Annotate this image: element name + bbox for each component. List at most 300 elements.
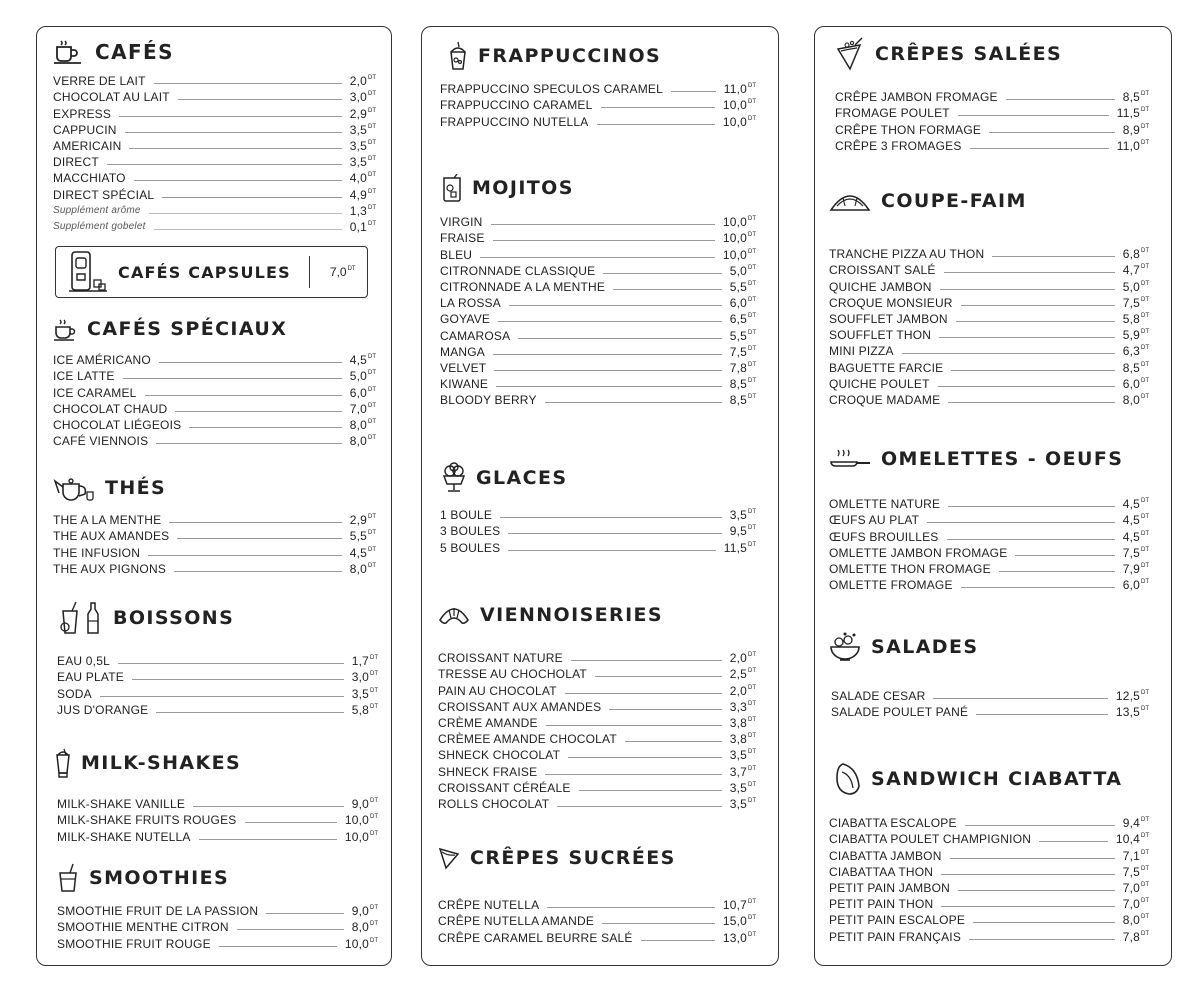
menu-item bbox=[829, 527, 1149, 543]
leader-line bbox=[597, 124, 715, 125]
menu-item-name: SMOOTHIE MENTHE CITRON bbox=[57, 920, 229, 935]
menu-item-price: $7,8^{DT}$ bbox=[1122, 929, 1149, 944]
section-title-sandwich: SANDWICH CIABATTA bbox=[835, 762, 1122, 796]
capsules-title: CAFÉS CAPSULES bbox=[118, 262, 291, 282]
menu-item-price: $7,9^{DT}$ bbox=[1122, 561, 1149, 576]
menu-item-price: $3,8^{DT}$ bbox=[729, 715, 756, 730]
section-title-crepes-sucrees: CRÊPES SUCRÉES bbox=[438, 846, 676, 870]
leader-line bbox=[958, 115, 1109, 116]
leader-line bbox=[601, 107, 715, 108]
glaces-items bbox=[440, 506, 756, 555]
menu-item bbox=[53, 72, 376, 88]
currency-label: DT bbox=[368, 107, 376, 114]
menu-item-name: SMOOTHIE FRUIT DE LA PASSION bbox=[57, 904, 259, 919]
leader-line bbox=[933, 698, 1107, 699]
menu-item bbox=[440, 310, 756, 326]
menu-item-price: $5,9^{DT}$ bbox=[1122, 328, 1149, 343]
menu-item-name: FRAPPUCCINO CARAMEL bbox=[440, 98, 593, 113]
menu-item-name: SODA bbox=[57, 686, 92, 701]
menu-item-price: $10,0^{DT}$ bbox=[344, 829, 378, 844]
menu-item-price: $10,0^{DT}$ bbox=[722, 114, 756, 129]
menu-item-name: EXPRESS bbox=[53, 106, 112, 121]
leader-line bbox=[123, 378, 342, 379]
menu-item-price: $8,5^{DT}$ bbox=[1122, 360, 1149, 375]
menu-item bbox=[835, 137, 1149, 153]
leader-line bbox=[1039, 841, 1108, 842]
currency-label: DT bbox=[748, 716, 756, 723]
menu-item-name: VERRE DE LAIT bbox=[53, 74, 146, 89]
leader-line bbox=[493, 240, 715, 241]
menu-item-name: VIRGIN bbox=[440, 215, 483, 230]
currency-label: DT bbox=[1141, 562, 1149, 569]
menu-item-name: FRAPPUCCINO NUTELLA bbox=[440, 114, 589, 129]
currency-label: DT bbox=[368, 435, 376, 442]
currency-label: DT bbox=[370, 937, 378, 944]
menu-item-price: $8,0^{DT}$ bbox=[1122, 392, 1149, 407]
currency-label: DT bbox=[1141, 898, 1149, 905]
mojito-glass-icon bbox=[442, 174, 462, 202]
currency-label: DT bbox=[370, 905, 378, 912]
menu-item bbox=[438, 649, 756, 665]
menu-item bbox=[57, 701, 378, 717]
currency-label: DT bbox=[368, 139, 376, 146]
leader-line bbox=[119, 116, 342, 117]
menu-item bbox=[440, 245, 756, 261]
menu-item-name: EAU 0,5L bbox=[57, 654, 110, 669]
menu-item-name: CRÊPE NUTELLA bbox=[438, 898, 540, 913]
menu-item bbox=[829, 326, 1149, 342]
menu-item-name: CIABATTAA THON bbox=[829, 864, 934, 879]
menu-item-price: $3,5^{DT}$ bbox=[349, 155, 376, 170]
menu-item-name: CIABATTA JAMBON bbox=[829, 848, 942, 863]
section-title-smoothies: SMOOTHIES bbox=[57, 863, 229, 893]
menu-item-price: $6,0^{DT}$ bbox=[729, 296, 756, 311]
menu-item-name: SMOOTHIE FRUIT ROUGE bbox=[57, 936, 211, 951]
menu-item-price: $3,5^{DT}$ bbox=[349, 138, 376, 153]
menu-item-price: $5,5^{DT}$ bbox=[729, 279, 756, 294]
menu-item-name: CROISSANT NATURE bbox=[438, 651, 563, 666]
leader-line bbox=[189, 427, 341, 428]
menu-item-name: BAGUETTE FARCIE bbox=[829, 360, 944, 375]
menu-item bbox=[440, 262, 756, 278]
menu-item-name: CAFÉ VIENNOIS bbox=[53, 434, 149, 449]
menu-item-price: $2,0^{DT}$ bbox=[349, 74, 376, 89]
currency-label: DT bbox=[1141, 345, 1149, 352]
mojitos-items bbox=[440, 213, 756, 407]
currency-label: DT bbox=[1141, 312, 1149, 319]
menu-item-price: $3,5^{DT}$ bbox=[349, 122, 376, 137]
menu-item-price: $8,0^{DT}$ bbox=[349, 417, 376, 432]
omelettes-items bbox=[829, 495, 1149, 592]
section-title-boissons: BOISSONS bbox=[59, 601, 234, 635]
teapot-icon bbox=[53, 474, 95, 502]
menu-item-price: $13,0^{DT}$ bbox=[722, 930, 756, 945]
leader-line bbox=[494, 370, 721, 371]
currency-label: DT bbox=[368, 123, 376, 130]
leader-line bbox=[941, 906, 1114, 907]
menu-item-name: ICE LATTE bbox=[53, 369, 115, 384]
menu-item bbox=[831, 687, 1149, 703]
leader-line bbox=[956, 321, 1115, 322]
menu-item bbox=[438, 746, 756, 762]
menu-item bbox=[440, 229, 756, 245]
currency-label: DT bbox=[1141, 280, 1149, 287]
leader-line bbox=[118, 663, 344, 664]
section-title-glaces: GLACES bbox=[442, 462, 567, 494]
menu-item-price: $3,5^{DT}$ bbox=[729, 796, 756, 811]
menu-item-name: CIABATTA POULET CHAMPIGNION bbox=[829, 832, 1032, 847]
menu-item-price: $11,0^{DT}$ bbox=[1116, 138, 1149, 153]
leader-line bbox=[175, 411, 341, 412]
menu-item-name: CHOCOLAT LIÉGEOIS bbox=[53, 417, 182, 432]
menu-item-name: 1 BOULE bbox=[440, 508, 493, 523]
currency-label: DT bbox=[368, 75, 376, 82]
section-title-cafes-speciaux: CAFÉS SPÉCIAUX bbox=[53, 317, 287, 341]
menu-item-price: $4,5^{DT}$ bbox=[349, 545, 376, 560]
leader-line bbox=[940, 289, 1115, 290]
currency-label: DT bbox=[748, 931, 756, 938]
currency-label: DT bbox=[368, 514, 376, 521]
menu-item bbox=[831, 703, 1149, 719]
menu-item-name: MANGA bbox=[440, 344, 486, 359]
frappuccino-icon bbox=[448, 41, 468, 71]
menu-item-name: DIRECT SPÉCIAL bbox=[53, 187, 155, 202]
leader-line bbox=[508, 550, 715, 551]
currency-label: DT bbox=[370, 814, 378, 821]
menu-item bbox=[829, 927, 1149, 943]
menu-item bbox=[53, 351, 376, 367]
menu-item-name: PETIT PAIN ESCALOPE bbox=[829, 913, 966, 928]
menu-item bbox=[829, 294, 1149, 310]
currency-label: DT bbox=[748, 733, 756, 740]
currency-label: DT bbox=[748, 652, 756, 659]
menu-item bbox=[829, 830, 1149, 846]
menu-item-price: $13,5^{DT}$ bbox=[1115, 705, 1149, 720]
leader-line bbox=[546, 725, 722, 726]
currency-label: DT bbox=[748, 899, 756, 906]
menu-item bbox=[440, 278, 756, 294]
leader-line bbox=[219, 946, 337, 947]
savory-crepe-icon bbox=[835, 37, 865, 71]
menu-item-name: DIRECT bbox=[53, 155, 99, 170]
menu-item bbox=[835, 104, 1149, 120]
thes-items bbox=[53, 511, 376, 576]
coupe-faim-items bbox=[829, 245, 1149, 407]
section-title-cafes: CAFÉS bbox=[53, 39, 174, 65]
currency-label: DT bbox=[748, 313, 756, 320]
currency-label: DT bbox=[370, 798, 378, 805]
currency-label: DT bbox=[1141, 579, 1149, 586]
currency-label: DT bbox=[1141, 139, 1149, 146]
menu-item-price: $3,5^{DT}$ bbox=[729, 508, 756, 523]
menu-item-price: $4,9^{DT}$ bbox=[349, 187, 376, 202]
currency-label: DT bbox=[368, 156, 376, 163]
menu-item-name: CROISSANT AUX AMANDES bbox=[438, 699, 602, 714]
currency-label: DT bbox=[1141, 833, 1149, 840]
menu-item-name: AMERICAIN bbox=[53, 138, 122, 153]
menu-item-price: $9,0^{DT}$ bbox=[351, 797, 378, 812]
menu-item bbox=[53, 104, 376, 120]
menu-item bbox=[53, 400, 376, 416]
menu-item-price: $4,5^{DT}$ bbox=[1122, 529, 1149, 544]
menu-item-name: OMLETTE NATURE bbox=[829, 497, 941, 512]
menu-item bbox=[53, 88, 376, 104]
menu-item-name: SHNECK CHOCOLAT bbox=[438, 748, 561, 763]
menu-item bbox=[53, 511, 376, 527]
menu-item-price: $10,0^{DT}$ bbox=[722, 98, 756, 113]
currency-label: DT bbox=[748, 83, 756, 90]
leader-line bbox=[927, 522, 1115, 523]
leader-line bbox=[902, 353, 1115, 354]
menu-item-price: $1,7^{DT}$ bbox=[351, 654, 378, 669]
leader-line bbox=[237, 929, 344, 930]
hot-cup-icon bbox=[53, 317, 77, 341]
currency-label: DT bbox=[368, 354, 376, 361]
menu-item bbox=[438, 795, 756, 811]
currency-label: DT bbox=[748, 700, 756, 707]
menu-item-name: FRAISE bbox=[440, 231, 485, 246]
currency-label: DT bbox=[1141, 248, 1149, 255]
menu-item bbox=[440, 391, 756, 407]
section-title-thes: THÉS bbox=[53, 474, 166, 502]
currency-label: DT bbox=[368, 220, 376, 227]
sandwich-icon bbox=[835, 762, 861, 796]
currency-label: DT bbox=[368, 386, 376, 393]
currency-label: DT bbox=[748, 781, 756, 788]
section-title-mojitos: MOJITOS bbox=[442, 174, 574, 202]
currency-label: DT bbox=[368, 562, 376, 569]
currency-label: DT bbox=[748, 280, 756, 287]
menu-item-price: $4,0^{DT}$ bbox=[349, 171, 376, 186]
menu-item bbox=[440, 96, 756, 112]
menu-item-name: CRÊPE THON FORMAGE bbox=[835, 122, 982, 137]
menu-item-price: $2,0^{DT}$ bbox=[729, 683, 756, 698]
menu-item-name: FRAPPUCCINO SPECULOS CARAMEL bbox=[440, 82, 663, 97]
currency-label: DT bbox=[748, 684, 756, 691]
menu-item-name: SOUFFLET THON bbox=[829, 328, 932, 343]
leader-line bbox=[156, 712, 343, 713]
menu-item bbox=[53, 137, 376, 153]
croissant-icon bbox=[438, 604, 470, 626]
currency-label: DT bbox=[748, 915, 756, 922]
leader-line bbox=[545, 774, 721, 775]
menu-item-name: PETIT PAIN THON bbox=[829, 897, 934, 912]
currency-label: DT bbox=[1141, 361, 1149, 368]
menu-item-price: $8,9^{DT}$ bbox=[1122, 122, 1149, 137]
currency-label: DT bbox=[1141, 296, 1149, 303]
menu-item bbox=[829, 310, 1149, 326]
menu-item-name: CHOCOLAT AU LAIT bbox=[53, 90, 170, 105]
salades-items bbox=[831, 687, 1149, 719]
menu-item-price: $7,0^{DT}$ bbox=[1122, 880, 1149, 895]
menu-item-name: TRANCHE PIZZA AU THON bbox=[829, 247, 985, 262]
menu-item-name: MILK-SHAKE FRUITS ROUGES bbox=[57, 813, 237, 828]
menu-item bbox=[438, 779, 756, 795]
menu-item-price: $2,9^{DT}$ bbox=[349, 513, 376, 528]
menu-item-price: $2,9^{DT}$ bbox=[349, 106, 376, 121]
menu-item-name: THE AUX PIGNONS bbox=[53, 561, 167, 576]
menu-item-price: $10,0^{DT}$ bbox=[722, 215, 756, 230]
menu-item-name: EAU PLATE bbox=[57, 670, 124, 685]
currency-label: DT bbox=[1141, 107, 1149, 114]
leader-line bbox=[557, 806, 721, 807]
leader-line bbox=[1015, 555, 1114, 556]
leader-line bbox=[939, 337, 1115, 338]
menu-item bbox=[53, 527, 376, 543]
menu-item bbox=[440, 112, 756, 128]
menu-item-name: CROQUE MONSIEUR bbox=[829, 295, 953, 310]
section-title-crepes-salees: CRÊPES SALÉES bbox=[835, 37, 1062, 71]
currency-label: DT bbox=[1141, 498, 1149, 505]
leader-line bbox=[493, 354, 722, 355]
menu-item bbox=[57, 668, 378, 684]
leader-line bbox=[129, 148, 341, 149]
crepe-icon bbox=[438, 846, 460, 870]
menu-item-name: CRÈME AMANDE bbox=[438, 715, 538, 730]
currency-label: DT bbox=[370, 655, 378, 662]
menu-item-price: $4,5^{DT}$ bbox=[1122, 497, 1149, 512]
leader-line bbox=[266, 913, 344, 914]
menu-item bbox=[829, 879, 1149, 895]
menu-item-price: $5,8^{DT}$ bbox=[1122, 311, 1149, 326]
menu-item-name: CITRONNADE CLASSIQUE bbox=[440, 263, 596, 278]
menu-item-name: VELVET bbox=[440, 360, 487, 375]
menu-item bbox=[829, 560, 1149, 576]
menu-item-name: THE A LA MENTHE bbox=[53, 513, 162, 528]
menu-column-middle bbox=[421, 26, 779, 966]
leader-line bbox=[134, 180, 342, 181]
currency-label: DT bbox=[368, 172, 376, 179]
crepes-salees-items bbox=[835, 88, 1149, 153]
leader-line bbox=[193, 806, 344, 807]
currency-label: DT bbox=[748, 797, 756, 804]
menu-item-name: BLOODY BERRY bbox=[440, 393, 537, 408]
currency-label: DT bbox=[368, 204, 376, 211]
leader-line bbox=[149, 213, 342, 214]
menu-item-name: CAPPUCIN bbox=[53, 122, 117, 137]
currency-label: DT bbox=[748, 668, 756, 675]
leader-line bbox=[965, 825, 1115, 826]
menu-item-price: $6,3^{DT}$ bbox=[1122, 344, 1149, 359]
menu-item bbox=[57, 902, 378, 918]
leader-line bbox=[641, 940, 715, 941]
menu-item-name: CRÊPE 3 FROMAGES bbox=[835, 138, 962, 153]
section-title-frappuccinos: FRAPPUCCINOS bbox=[448, 41, 661, 71]
menu-item bbox=[438, 896, 756, 912]
menu-item bbox=[57, 684, 378, 700]
menu-item bbox=[53, 432, 376, 448]
menu-item-name: SALADE CESAR bbox=[831, 689, 926, 704]
leader-line bbox=[154, 229, 342, 230]
menu-item-name: FROMAGE POULET bbox=[835, 106, 950, 121]
leader-line bbox=[613, 289, 722, 290]
smoothies-items bbox=[57, 902, 378, 951]
frappuccinos-items bbox=[440, 80, 756, 129]
leader-line bbox=[961, 587, 1115, 588]
menu-item bbox=[440, 522, 756, 538]
menu-item-name: CRÊPE JAMBON FROMAGE bbox=[835, 90, 998, 105]
menu-item-name: CITRONNADE A LA MENTHE bbox=[440, 279, 606, 294]
cafes-items bbox=[53, 72, 376, 234]
menu-item-price: $7,5^{DT}$ bbox=[1122, 295, 1149, 310]
menu-item-name: MILK-SHAKE VANILLE bbox=[57, 797, 186, 812]
menu-item bbox=[53, 560, 376, 576]
menu-item-name: MINI PIZZA bbox=[829, 344, 894, 359]
menu-column-left bbox=[36, 26, 392, 966]
menu-item bbox=[829, 895, 1149, 911]
menu-item-price: $7,5^{DT}$ bbox=[1122, 864, 1149, 879]
menu-item bbox=[835, 88, 1149, 104]
leader-line bbox=[107, 164, 342, 165]
menu-item-name: ROLLS CHOCOLAT bbox=[438, 796, 550, 811]
menu-item bbox=[829, 358, 1149, 374]
menu-item-name: SALADE POULET PANÉ bbox=[831, 705, 969, 720]
menu-item-name: ICE CARAMEL bbox=[53, 385, 137, 400]
menu-item-name: CRÊPE CARAMEL BEURRE SALÉ bbox=[438, 930, 633, 945]
leader-line bbox=[174, 571, 342, 572]
crepes-sucrees-items bbox=[438, 896, 756, 945]
menu-item bbox=[57, 934, 378, 950]
menu-item bbox=[829, 375, 1149, 391]
menu-item bbox=[829, 846, 1149, 862]
currency-label: DT bbox=[1141, 914, 1149, 921]
menu-item bbox=[829, 277, 1149, 293]
leader-line bbox=[944, 272, 1115, 273]
menu-item bbox=[53, 121, 376, 137]
menu-item bbox=[835, 120, 1149, 136]
menu-item bbox=[829, 911, 1149, 927]
drinks-icon bbox=[59, 601, 103, 635]
currency-label: DT bbox=[1141, 706, 1149, 713]
menu-item bbox=[829, 544, 1149, 560]
menu-item-price: $2,5^{DT}$ bbox=[729, 667, 756, 682]
leader-line bbox=[132, 679, 344, 680]
menu-item bbox=[53, 169, 376, 185]
menu-item-name: CROISSANT CÉRÉALE bbox=[438, 780, 571, 795]
menu-item bbox=[438, 928, 756, 944]
menu-item-name: Supplément gobelet bbox=[53, 220, 146, 232]
menu-item-price: $8,0^{DT}$ bbox=[1122, 913, 1149, 928]
menu-item bbox=[440, 375, 756, 391]
menu-item bbox=[53, 218, 376, 234]
menu-item-name: TRESSE AU CHOCHOLAT bbox=[438, 667, 587, 682]
menu-item-price: $6,0^{DT}$ bbox=[349, 385, 376, 400]
menu-item bbox=[440, 359, 756, 375]
currency-label: DT bbox=[748, 115, 756, 122]
currency-label: DT bbox=[1141, 377, 1149, 384]
menu-item-name: LA ROSSA bbox=[440, 296, 501, 311]
menu-item-price: $8,0^{DT}$ bbox=[349, 561, 376, 576]
menu-item bbox=[438, 762, 756, 778]
menu-item-price: $5,0^{DT}$ bbox=[349, 369, 376, 384]
leader-line bbox=[625, 741, 722, 742]
menu-item bbox=[57, 918, 378, 934]
menu-item-name: GOYAVE bbox=[440, 312, 491, 327]
menu-item-price: $11,5^{DT}$ bbox=[723, 540, 756, 555]
menu-item-price: $7,1^{DT}$ bbox=[1122, 848, 1149, 863]
menu-item-price: $3,8^{DT}$ bbox=[729, 732, 756, 747]
menu-item-price: $8,5^{DT}$ bbox=[729, 393, 756, 408]
menu-item bbox=[438, 698, 756, 714]
menu-item-name: ICE AMÉRICANO bbox=[53, 353, 151, 368]
currency-label: DT bbox=[748, 297, 756, 304]
menu-item-name: BLEU bbox=[440, 247, 473, 262]
menu-item-price: $4,5^{DT}$ bbox=[1122, 513, 1149, 528]
menu-item-price: $4,5^{DT}$ bbox=[349, 353, 376, 368]
section-title-salades: SALADES bbox=[829, 631, 978, 663]
menu-item bbox=[829, 576, 1149, 592]
leader-line bbox=[509, 305, 722, 306]
